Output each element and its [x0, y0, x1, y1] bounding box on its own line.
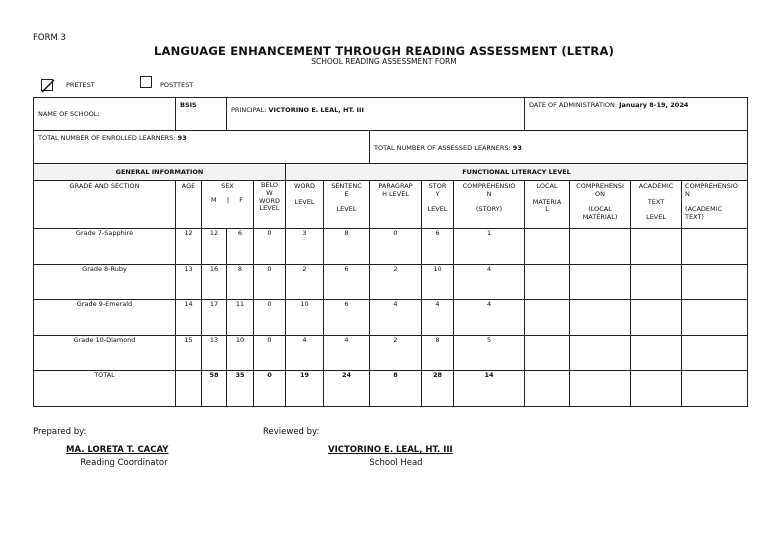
- row-male: 13: [202, 336, 227, 371]
- row-comprehension: 1: [454, 229, 525, 265]
- total-label: TOTAL: [34, 371, 176, 407]
- prepared-by-role: Reading Coordinator: [80, 458, 168, 468]
- col-sex-separator: |: [226, 195, 231, 204]
- total-academic: [631, 371, 682, 407]
- row-word: 10: [286, 300, 324, 336]
- row-paragraph: 2: [370, 265, 422, 300]
- assessed-cell: [370, 131, 748, 164]
- posttest-checkbox[interactable]: [140, 76, 152, 88]
- row-below-word: 0: [254, 300, 286, 336]
- row-male: 16: [202, 265, 227, 300]
- form-title: LANGUAGE ENHANCEMENT THROUGH READING ASSESSMENT (LETRA): [153, 44, 615, 58]
- assessed-label: TOTAL NUMBER OF ASSESSED LEARNERS:: [374, 144, 511, 152]
- row-local: [525, 300, 570, 336]
- row-male: 17: [202, 300, 227, 336]
- total-male: 58: [202, 371, 227, 407]
- col-male: M: [211, 195, 218, 204]
- row-sentence: 6: [324, 300, 370, 336]
- row-comp-local: [570, 336, 631, 371]
- col-paragraph-level: PARAGRAP H LEVEL: [370, 181, 422, 229]
- row-comp-local: [570, 300, 631, 336]
- check-mark-icon: [41, 79, 55, 93]
- date-cell: [525, 98, 748, 131]
- row-comp-local: [570, 265, 631, 300]
- row-grade: Grade 8-Ruby: [34, 265, 176, 300]
- total-local: [525, 371, 570, 407]
- row-female: 6: [227, 229, 254, 265]
- row-age: 13: [176, 265, 202, 300]
- row-sentence: 4: [324, 336, 370, 371]
- row-comp-academic: [682, 336, 748, 371]
- col-story-level: STOR Y LEVEL: [422, 181, 454, 229]
- form-subtitle: SCHOOL READING ASSESSMENT FORM: [311, 57, 457, 66]
- total-comprehension: 14: [454, 371, 525, 407]
- col-comprehension-story: COMPREHENSIO N (STORY): [454, 181, 525, 229]
- total-comp-local: [570, 371, 631, 407]
- prepared-by-name: MA. LORETA T. CACAY: [66, 445, 169, 455]
- row-comp-academic: [682, 229, 748, 265]
- row-word: 3: [286, 229, 324, 265]
- row-comp-academic: [682, 300, 748, 336]
- row-word: 2: [286, 265, 324, 300]
- col-local-material: LOCAL MATERIA L: [525, 181, 570, 229]
- total-comp-academic: [682, 371, 748, 407]
- col-age: AGE: [176, 181, 202, 229]
- general-information-header: GENERAL INFORMATION: [34, 164, 286, 181]
- row-age: 12: [176, 229, 202, 265]
- table-row: [34, 229, 748, 265]
- enrolled-cell: [34, 131, 370, 164]
- school-name-cell: [34, 98, 176, 131]
- row-word: 4: [286, 336, 324, 371]
- row-grade: Grade 10-Diamond: [34, 336, 176, 371]
- total-age: [176, 371, 202, 407]
- row-local: [525, 229, 570, 265]
- col-below-word-level: BELO W WORD LEVEL: [254, 181, 286, 229]
- pretest-checkbox[interactable]: [41, 79, 53, 91]
- total-word: 19: [286, 371, 324, 407]
- col-word-level: WORD LEVEL: [286, 181, 324, 229]
- school-name-value: BSIS: [180, 101, 197, 109]
- total-story: 28: [422, 371, 454, 407]
- reviewed-by-role: School Head: [369, 458, 423, 468]
- row-grade: Grade 9-Emerald: [34, 300, 176, 336]
- table-row: [34, 300, 748, 336]
- row-female: 11: [227, 300, 254, 336]
- enrolled-label: TOTAL NUMBER OF ENROLLED LEARNERS:: [38, 134, 176, 142]
- row-sentence: 8: [324, 229, 370, 265]
- col-comprehension-local: COMPREHENSI ON (LOCAL MATERIAL): [570, 181, 631, 229]
- prepared-by-label: Prepared by:: [33, 427, 87, 437]
- col-female: F: [239, 195, 244, 204]
- row-academic: [631, 265, 682, 300]
- enrolled-value: 93: [177, 134, 187, 142]
- row-sentence: 6: [324, 265, 370, 300]
- row-age: 15: [176, 336, 202, 371]
- row-comp-local: [570, 229, 631, 265]
- row-local: [525, 265, 570, 300]
- school-name-label: NAME OF SCHOOL:: [38, 110, 100, 118]
- col-sex-label: SEX: [221, 182, 234, 190]
- date-value: January 8-19, 2024: [619, 101, 689, 109]
- total-below-word: 0: [254, 371, 286, 407]
- row-age: 14: [176, 300, 202, 336]
- total-row: [34, 371, 748, 407]
- principal-label: PRINCIPAL:: [231, 106, 267, 114]
- row-below-word: 0: [254, 265, 286, 300]
- row-academic: [631, 229, 682, 265]
- row-story: 10: [422, 265, 454, 300]
- row-female: 10: [227, 336, 254, 371]
- row-local: [525, 336, 570, 371]
- row-story: 8: [422, 336, 454, 371]
- principal-value: VICTORINO E. LEAL, HT. III: [268, 106, 364, 114]
- reviewed-by-name: VICTORINO E. LEAL, HT. III: [328, 445, 453, 455]
- total-sentence: 24: [324, 371, 370, 407]
- col-sex: [202, 181, 254, 229]
- row-paragraph: 4: [370, 300, 422, 336]
- table-row: [34, 265, 748, 300]
- col-comprehension-academic: COMPREHENSIO N (ACADEMIC TEXT): [682, 181, 748, 229]
- row-female: 8: [227, 265, 254, 300]
- row-academic: [631, 300, 682, 336]
- row-grade: Grade 7-Sapphire: [34, 229, 176, 265]
- assessment-table: [33, 97, 748, 407]
- pretest-label: PRETEST: [66, 81, 95, 89]
- row-paragraph: 2: [370, 336, 422, 371]
- functional-literacy-header: FUNCTIONAL LITERACY LEVEL: [286, 164, 748, 181]
- school-value-cell: [176, 98, 227, 131]
- row-comp-academic: [682, 265, 748, 300]
- row-below-word: 0: [254, 229, 286, 265]
- table-row: [34, 336, 748, 371]
- row-paragraph: 0: [370, 229, 422, 265]
- col-academic-text-level: ACADEMIC TEXT LEVEL: [631, 181, 682, 229]
- row-comprehension: 4: [454, 300, 525, 336]
- col-sentence-level: SENTENC E LEVEL: [324, 181, 370, 229]
- row-comprehension: 5: [454, 336, 525, 371]
- col-grade-section: GRADE AND SECTION: [34, 181, 176, 229]
- total-paragraph: 8: [370, 371, 422, 407]
- assessed-value: 93: [512, 144, 522, 152]
- row-male: 12: [202, 229, 227, 265]
- row-academic: [631, 336, 682, 371]
- row-story: 6: [422, 229, 454, 265]
- row-below-word: 0: [254, 336, 286, 371]
- form-number: FORM 3: [33, 33, 66, 43]
- row-story: 4: [422, 300, 454, 336]
- reviewed-by-label: Reviewed by:: [263, 427, 320, 437]
- posttest-label: POSTTEST: [160, 81, 194, 89]
- row-comprehension: 4: [454, 265, 525, 300]
- date-label: DATE OF ADMINISTRATION:: [529, 101, 618, 109]
- principal-cell: [227, 98, 525, 131]
- total-female: 35: [227, 371, 254, 407]
